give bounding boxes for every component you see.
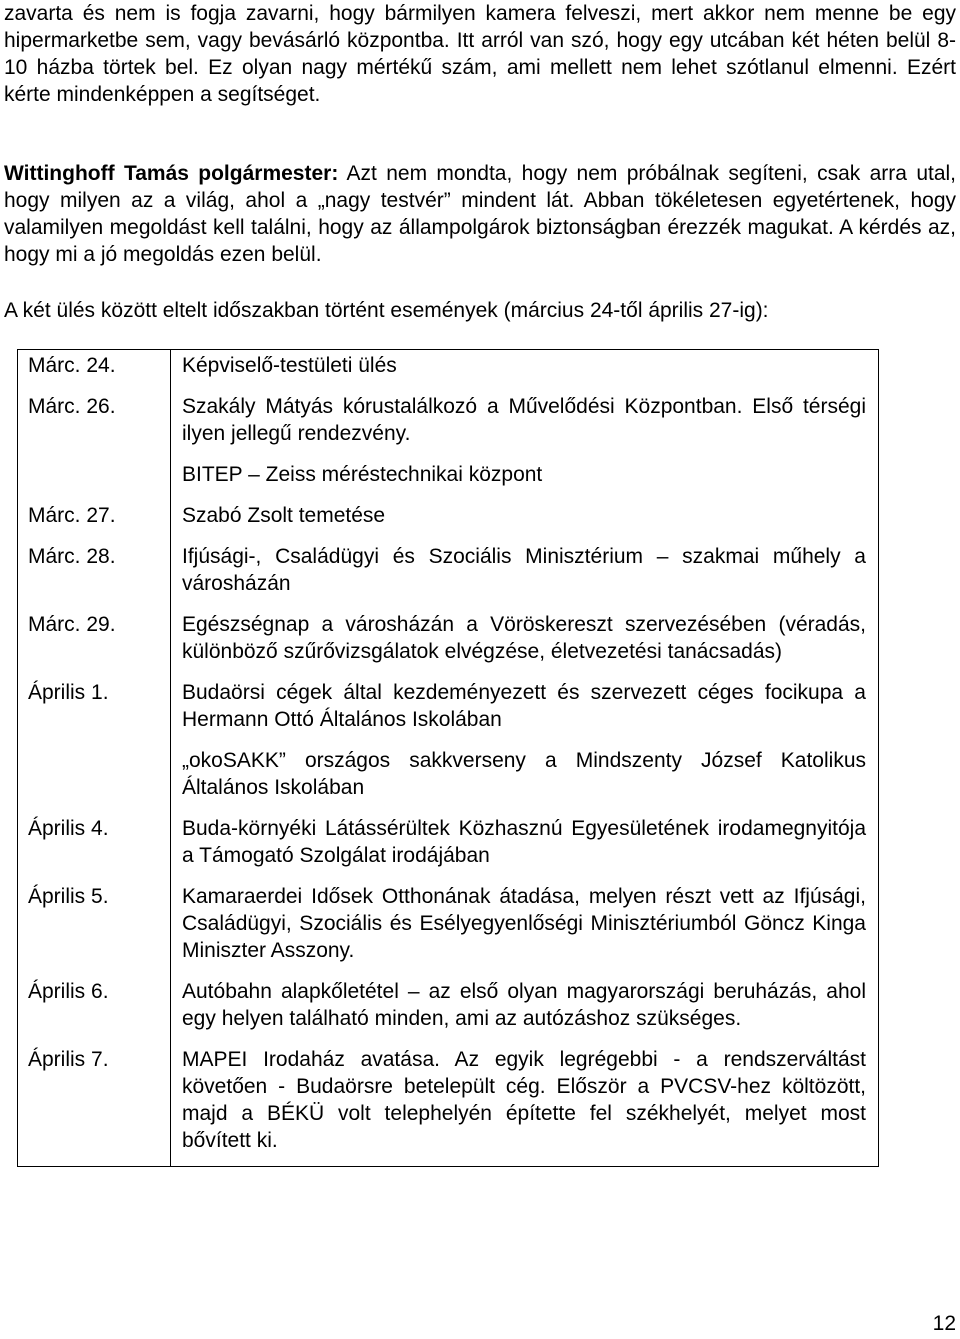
event-date: Márc. 27.: [18, 500, 171, 541]
speaker-name: Wittinghoff Tamás polgármester:: [4, 162, 339, 185]
speech-text: Azt nem mondta, hogy nem próbálnak segíteni, csak arra utal, hogy milyen az a világ, ahol a „nagy testvér” mindent lát. Abban tökéletesen egyetértenek, hogy valamilyen megoldást kell találni, hogy az állampolgárok biztonságban érezzék magukat. A kérdés az, hogy mi a jó megoldás ezen belül.: [4, 162, 957, 266]
event-description: Buda-környéki Látássérültek Közhasznú Egyesületének irodamegnyitója a Támogató Szolgálat irodájában: [171, 813, 879, 881]
event-date: Április 5.: [18, 881, 171, 976]
event-date: Április 1.: [18, 677, 171, 745]
event-date: Április 4.: [18, 813, 171, 881]
event-date: Márc. 24.: [18, 350, 171, 392]
event-row: [18, 881, 879, 976]
event-description: Szabó Zsolt temetése: [171, 500, 879, 541]
event-row: [18, 976, 879, 1044]
event-description: Egészségnap a városházán a Vöröskereszt szervezésében (véradás, különböző szűrővizsgálatok elvégzése, életvezetési tanácsadás): [171, 609, 879, 677]
event-date: Április 7.: [18, 1044, 171, 1167]
event-date: Márc. 28.: [18, 541, 171, 609]
event-description: Budaörsi cégek által kezdeményezett és szervezett céges focikupa a Hermann Ottó Általános Iskolában: [171, 677, 879, 745]
event-description: BITEP – Zeiss méréstechnikai központ: [171, 459, 879, 500]
event-row: [18, 541, 879, 609]
events-heading: A két ülés között eltelt időszakban történt események (március 24-től április 27-ig):: [4, 299, 769, 322]
speech-paragraph: [4, 160, 956, 268]
event-date: [18, 745, 171, 813]
event-row: [18, 813, 879, 881]
event-row: [18, 1044, 879, 1167]
event-description: Ifjúsági-, Családügyi és Szociális Minisztérium – szakmai műhely a városházán: [171, 541, 879, 609]
event-description: Autóbahn alapkőletétel – az első olyan magyarországi beruházás, ahol egy helyen található minden, ami az autózáshoz szükséges.: [171, 976, 879, 1044]
event-date: Márc. 26.: [18, 391, 171, 459]
event-row: [18, 609, 879, 677]
event-row: [18, 459, 879, 500]
event-row: [18, 745, 879, 813]
event-date: Márc. 29.: [18, 609, 171, 677]
page-number: 12: [932, 1312, 956, 1335]
event-row: [18, 500, 879, 541]
event-date: [18, 459, 171, 500]
event-row: [18, 350, 879, 392]
event-row: [18, 391, 879, 459]
event-date: Április 6.: [18, 976, 171, 1044]
event-description: Kamaraerdei Idősek Otthonának átadása, melyen részt vett az Ifjúsági, Családügyi, Szociális és Esélyegyenlőségi Minisztériumból Göncz Kinga Miniszter Asszony.: [171, 881, 879, 976]
events-table: [17, 349, 879, 1167]
event-description: „okoSAKK” országos sakkverseny a Mindszenty József Katolikus Általános Iskolában: [171, 745, 879, 813]
intro-paragraph: zavarta és nem is fogja zavarni, hogy bármilyen kamera felveszi, mert akkor nem menne be egy hipermarketbe sem, vagy bevásárló központba. Itt arról van szó, hogy egy utcában két héten belül 8-10 házba törtek bel. Ez olyan nagy mértékű szám, ami mellett nem lehet szótlanul elmenni. Ezért kérte mindenképpen a segítséget.: [4, 2, 956, 106]
event-row: [18, 677, 879, 745]
event-description: MAPEI Irodaház avatása. Az egyik legrégebbi - a rendszerváltást követően - Budaörsre betelepült cég. Először a PVCSV-hez költözött, majd a BÉKÜ volt telephelyén építette fel székhelyét, melyet most bővített ki.: [171, 1044, 879, 1167]
event-description: Szakály Mátyás kórustalálkozó a Művelődési Központban. Első térségi ilyen jellegű rendezvény.: [171, 391, 879, 459]
event-description: Képviselő-testületi ülés: [171, 350, 879, 392]
